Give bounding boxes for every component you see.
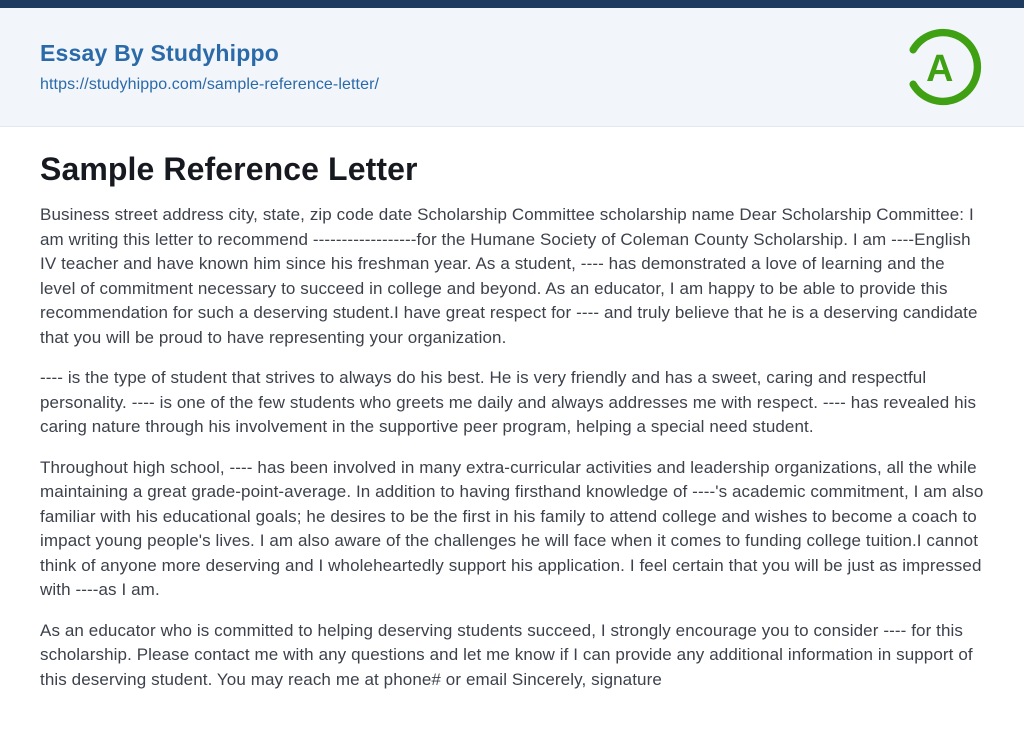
logo-letter: A (926, 46, 954, 89)
logo-arc-icon (902, 26, 984, 108)
article-paragraph: Throughout high school, ---- has been involved in many extra-curricular activities and leadership organizations, all the while maintaining a great grade-point-average. In addition to having firsthand knowledge of ----'s academic commitment, I am also familiar with his educational goals; he desires to be the first in his family to attend college and wishes to become a coach to impact young people's lives. I am also aware of the challenges he will face when it comes to funding college tuition.I cannot think of anyone more deserving and I wholeheartedly support his application. I feel certain that you will be just as impressed with ----as I am. (40, 457, 984, 599)
source-url-link[interactable]: https://studyhippo.com/sample-reference-letter/ (40, 76, 380, 93)
page-title: Sample Reference Letter (40, 151, 418, 187)
article-paragraph: As an educator who is committed to helping deserving students succeed, I strongly encourage you to consider ---- for this scholarship. Please contact me with any questions and let me know if I can provide any additional information in support of this deserving student. You may reach me at phone# or email Sincerely, signature (40, 620, 973, 689)
article-paragraph: Business street address city, state, zip code date Scholarship Committee scholarship name Dear Scholarship Committee: I am writing this letter to recommend ------------------for the Humane Society of Coleman County Scholarship. I am ----English IV teacher and have known him since his freshman year. As a student, ---- has demonstrated a love of learning and the level of commitment necessary to succeed in college and beyond. As an educator, I am happy to be able to provide this recommendation for such a deserving student.I have great respect for ---- and truly believe that he is a deserving candidate that you will be proud to have representing your organization. (40, 205, 978, 347)
header-text-block (40, 40, 379, 94)
studyhippo-logo-icon (902, 26, 984, 108)
article-content (0, 127, 1024, 692)
article-paragraph: ---- is the type of student that strives to always do his best. He is very friendly and has a sweet, caring and respectful personality. ---- is one of the few students who greets me daily and always addresses me with respect. ---- has revealed his caring nature through his involvement in the supportive peer program, helping a special need student. (40, 368, 977, 436)
article-body (40, 203, 984, 692)
top-accent-bar (0, 0, 1024, 8)
site-header (0, 8, 1024, 127)
site-title: Essay By Studyhippo (40, 40, 279, 66)
